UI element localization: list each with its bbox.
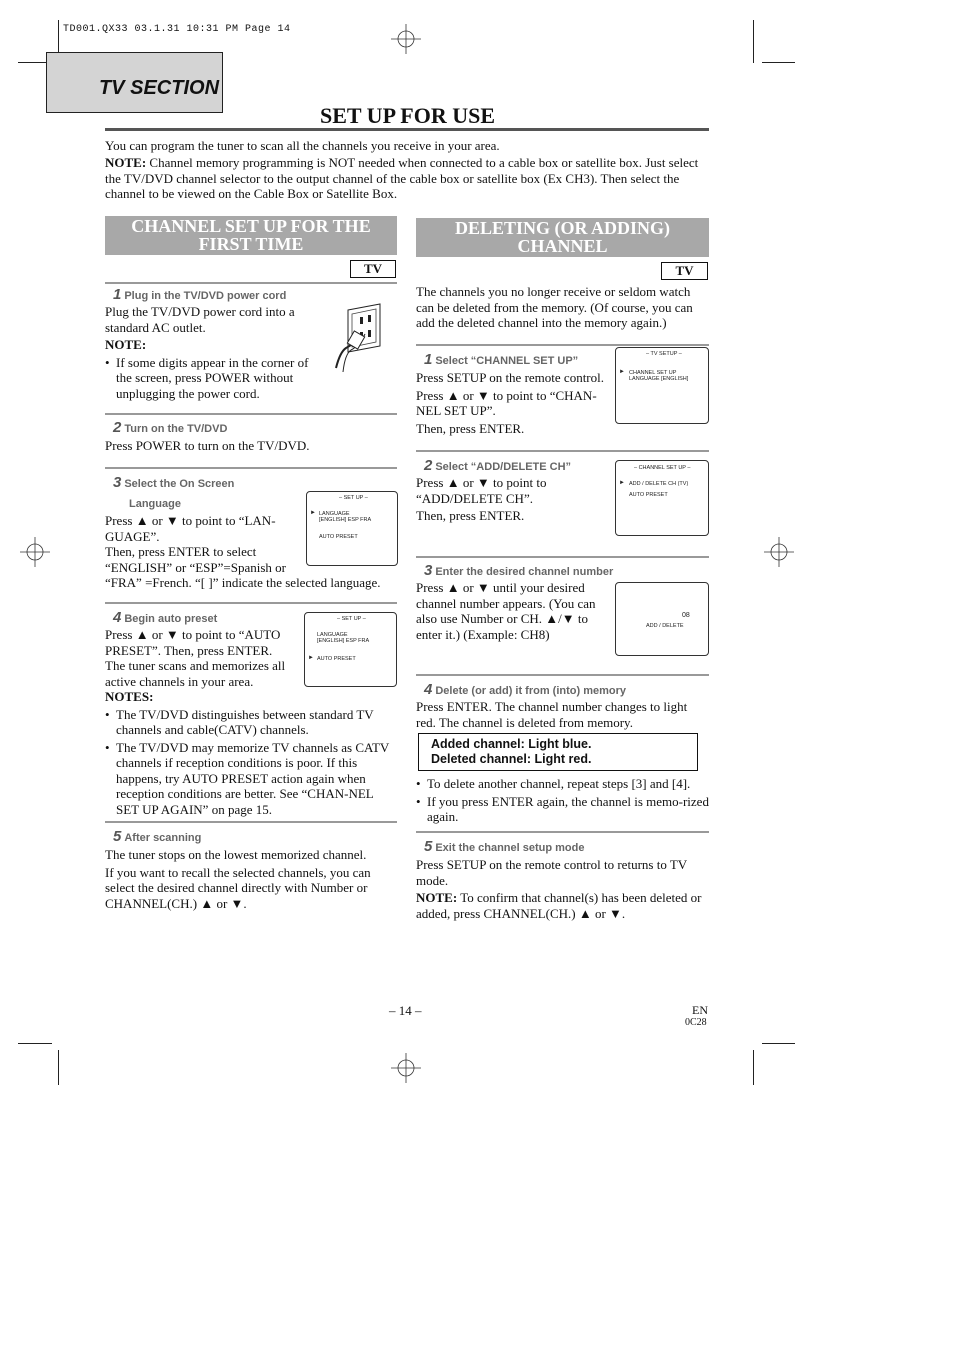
list-item: • The TV/DVD may memorize TV channels as CATV channels if reception conditions is poor. If this happens, try AUTO PRESET action again when reception conditions are better. See “CHAN-NEL SET UP AGAIN” on page 15.: [105, 740, 397, 818]
right-section-heading: [416, 218, 709, 257]
intro-note: [105, 155, 709, 202]
step-2-body: Press POWER to turn on the TV/DVD.: [105, 438, 310, 453]
right-step-4-body: Press ENTER. The channel number changes to light red. The channel is deleted from memory.: [416, 699, 688, 730]
right-intro: The channels you no longer receive or seldom watch can be deleted from the memory. (Of course, you can add the deleted channel into the memory again.): [416, 284, 693, 330]
channel-color-legend: [418, 733, 698, 771]
registration-mark-icon: [764, 537, 794, 567]
left-heading-line1: CHANNEL SET UP FOR THE: [131, 216, 371, 236]
legend-deleted: Deleted channel: Light red.: [431, 752, 592, 766]
step-divider: [105, 282, 397, 284]
step-3-title-line2: Language: [129, 498, 181, 510]
note-text: Channel memory programming is NOT needed when connected to a cable box or satellite box. Just select the TV/DVD channel selector to the output channel of the cable box or satellite box (Ex CH3). Then select the channel to be viewed on the Cable Box or Satellite Box.: [105, 155, 699, 201]
step-1-body: Plug the TV/DVD power cord into a standard AC outlet. NOTE: • If some digits appear in the corner of the screen, press POWER without unplugging the power cord.: [105, 304, 320, 401]
step-divider: [416, 556, 709, 558]
right-step-5-body: Press SETUP on the remote control to returns to TV mode. NOTE: To confirm that channel(s) has been deleted or added, press CHANNEL(CH.) ▲ or ▼.: [416, 857, 702, 921]
step-divider: [105, 602, 397, 604]
right-step-3-body: Press ▲ or ▼ until your desired channel number appears. (You can also use Number or CH. ▲/▼ to enter it.) (Example: CH8): [416, 580, 596, 642]
right-step-1-title: 1 Select “CHANNEL SET UP”: [424, 351, 579, 368]
left-heading-line2: FIRST TIME: [198, 234, 304, 254]
crop-mark: [753, 1050, 754, 1085]
step-divider: [105, 467, 397, 469]
step-divider: [105, 413, 397, 415]
step-divider: [416, 674, 709, 676]
step-3-title: 3 Select the On Screen: [113, 474, 235, 491]
setup-auto-preset-screen: – SET UP – LANGUAGE [ENGLISH] ESP FRA ► AUTO PRESET: [304, 612, 397, 687]
section-tab: [46, 52, 223, 113]
step-4-body: Press ▲ or ▼ to point to “AUTO PRESET”. Then, press ENTER. The tuner scans and memorizes all active channels in your area. NOTES: • The TV/DVD distinguishes between standard TV channels and cable(CATV) channels. • The TV/DVD may memorize TV channels as CATV channels if reception conditions is poor. If this happens, try AUTO PRESET action again when reception conditions are better. See “CHAN-NEL SET UP AGAIN” on page 15.: [105, 627, 397, 817]
crop-mark: [18, 1043, 52, 1044]
right-note-label: NOTE:: [416, 890, 458, 905]
right-step-4-title: 4 Delete (or add) it from (into) memory: [424, 681, 627, 698]
legend-added: Added channel: Light blue.: [431, 737, 592, 751]
step-5-title: 5 After scanning: [113, 828, 202, 845]
page-title: SET UP FOR USE: [320, 103, 496, 128]
language-code: EN: [692, 1003, 708, 1017]
right-heading-line2: CHANNEL: [517, 236, 608, 256]
page-number: – 14 –: [389, 1003, 422, 1018]
list-item: • If you press ENTER again, the channel is memo-rized again.: [416, 794, 709, 825]
step-2-title: 2 Turn on the TV/DVD: [113, 419, 228, 436]
registration-mark-icon: [391, 1053, 421, 1083]
registration-mark-icon: [391, 24, 421, 54]
list-item: • To delete another channel, repeat steps [3] and [4].: [416, 776, 709, 792]
right-heading-line1: DELETING (OR ADDING): [454, 218, 671, 238]
left-section-heading: [105, 216, 397, 255]
add-delete-screen: 08 ADD / DELETE: [615, 582, 709, 656]
right-step-4-notes: [416, 776, 709, 825]
cursor-arrow-icon: ►: [619, 369, 625, 375]
step-3-body: Press ▲ or ▼ to point to “LAN- GUAGE”. Then, press ENTER to select “ENGLISH” or “ESP”=Spanish or “FRA” =French. “[ ]” indicate the selected language.: [105, 513, 381, 590]
list-item: • The TV/DVD distinguishes between standard TV channels and cable(CATV) channels.: [105, 707, 397, 738]
right-step-5-title: 5 Exit the channel setup mode: [424, 838, 585, 855]
step-divider: [416, 831, 709, 833]
step-5-body: The tuner stops on the lowest memorized channel. If you want to recall the selected channels, you can select the desired channel directly with Number or CHANNEL(CH.) ▲ or ▼.: [105, 847, 371, 911]
crop-mark: [762, 1043, 795, 1044]
crop-mark: [762, 62, 795, 63]
step-4-notes-label: NOTES:: [105, 689, 154, 704]
note-label: NOTE:: [105, 155, 147, 170]
step-divider: [416, 344, 709, 346]
list-item: • If some digits appear in the corner of the screen, press POWER without unplugging the power cord.: [105, 355, 320, 402]
step-divider: [416, 450, 709, 452]
channel-setup-screen: – CHANNEL SET UP – ► ADD / DELETE CH (TV) AUTO PRESET: [615, 460, 709, 536]
right-step-2-title: 2 Select “ADD/DELETE CH”: [424, 457, 572, 474]
step-1-note-label: NOTE:: [105, 337, 147, 352]
right-step-2-body: Press ▲ or ▼ to point to “ADD/DELETE CH”. Then, press ENTER.: [416, 475, 547, 523]
intro-text: You can program the tuner to scan all the channels you receive in your area.: [105, 138, 500, 153]
tv-badge: TV: [661, 262, 708, 280]
setup-language-screen: – SET UP – ► LANGUAGE [ENGLISH] ESP FRA AUTO PRESET: [306, 491, 398, 566]
power-outlet-icon: [328, 300, 396, 382]
crop-mark: [58, 1050, 59, 1085]
cursor-arrow-icon: ►: [310, 510, 316, 516]
title-rule: [105, 128, 709, 131]
crop-mark: [753, 20, 754, 63]
step-divider: [105, 821, 397, 823]
tv-setup-screen: – TV SETUP – ► CHANNEL SET UP LANGUAGE [ENGLISH]: [615, 347, 709, 424]
tv-badge: TV: [350, 260, 396, 278]
print-header-line: TD001.QX33 03.1.31 10:31 PM Page 14: [63, 24, 291, 35]
cursor-arrow-icon: ►: [619, 480, 625, 486]
section-tab-label: TV SECTION: [99, 77, 220, 99]
step-4-title: 4 Begin auto preset: [113, 609, 218, 626]
step-1-title: 1 Plug in the TV/DVD power cord: [113, 286, 287, 303]
right-step-1-body: Press SETUP on the remote control. Press ▲ or ▼ to point to “CHAN- NEL SET UP”. Then, press ENTER.: [416, 370, 604, 436]
right-step-3-title: 3 Enter the desired channel number: [424, 562, 614, 579]
cursor-arrow-icon: ►: [308, 655, 314, 661]
document-code: 0C28: [685, 1017, 707, 1028]
registration-mark-icon: [20, 537, 50, 567]
